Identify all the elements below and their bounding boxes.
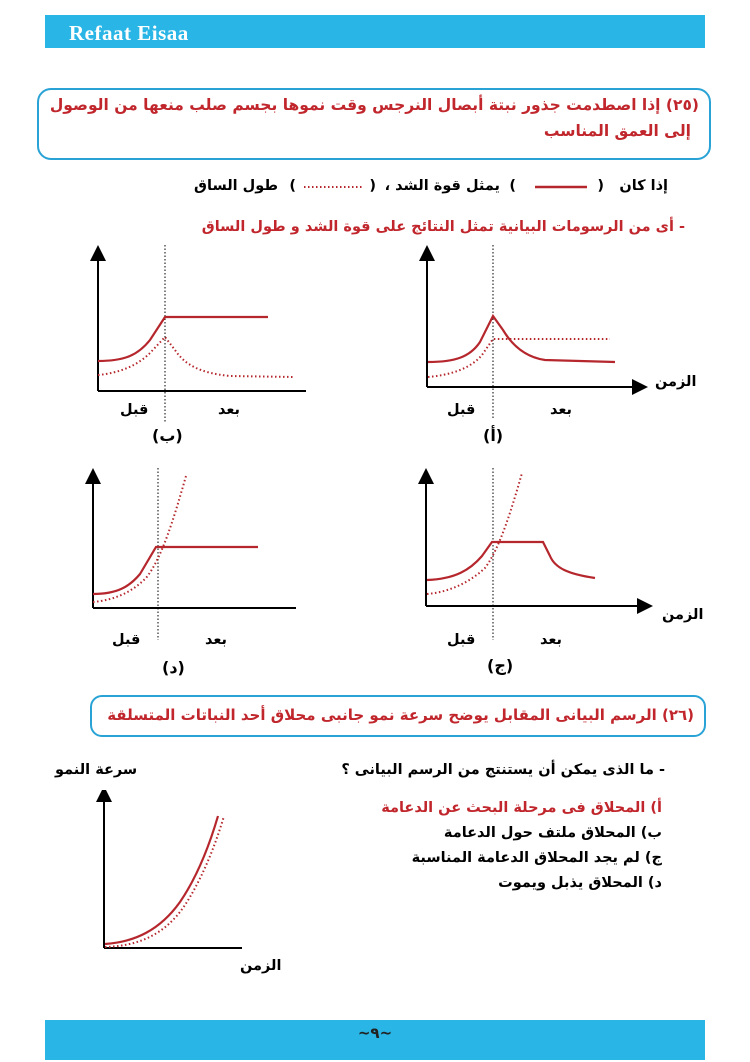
- graph-a-after: بعد: [550, 402, 573, 418]
- page-number: ~٩~: [357, 1024, 393, 1042]
- legend-prefix: إذا كان: [619, 178, 668, 194]
- graph-a-label: (أ): [483, 426, 504, 445]
- footer-bar: [45, 1020, 705, 1060]
- graph-d-after: بعد: [205, 632, 228, 648]
- question-26-title: (٢٦) الرسم البيانى المقابل يوضح سرعة نمو جانبى محلاق أحد النباتات المتسلقة: [107, 706, 694, 724]
- q26-y-axis-label: سرعة النمو: [55, 762, 138, 778]
- question-25-line1: (٢٥) إذا اصطدمت جذور نبتة أبصال النرجس وقت نموها بجسم صلب منعها من الوصول: [49, 96, 699, 114]
- graph-b: [70, 245, 310, 460]
- graph-c-after: بعد: [540, 632, 563, 648]
- q26-dotted-curve: [105, 816, 224, 947]
- graph-c-label: (ج): [487, 656, 514, 675]
- legend-open-paren-2: (: [369, 178, 376, 194]
- graph-d-dotted-curve: [93, 476, 186, 602]
- q26-graph: [90, 790, 250, 960]
- legend-close-paren-2: ): [289, 178, 296, 194]
- graph-a-axis-label: الزمن: [655, 374, 697, 390]
- question-25-line2: إلى العمق المناسب: [543, 122, 691, 140]
- option-d[interactable]: د) المحلاق يذبل ويموت: [498, 875, 662, 891]
- graph-d-label: (د): [162, 658, 185, 677]
- legend-solid-line: [531, 180, 591, 194]
- legend-open-paren: (: [597, 178, 604, 194]
- graph-b-after: بعد: [218, 402, 241, 418]
- legend-close-paren: ): [509, 178, 516, 194]
- graph-c-solid-curve: [427, 542, 595, 580]
- option-b[interactable]: ب) المحلاق ملتف حول الدعامة: [443, 825, 662, 841]
- graph-c-axis-label: الزمن: [662, 607, 704, 623]
- question-26-box: [90, 695, 706, 737]
- legend-solid-text: يمثل قوة الشد ،: [384, 178, 500, 194]
- brand-title: Refaat Eisaa: [69, 21, 189, 45]
- graph-a: [400, 245, 720, 460]
- question-26-prompt: - ما الذى يمكن أن يستنتج من الرسم البيانى ؟: [341, 762, 665, 778]
- option-a[interactable]: أ) المحلاق فى مرحلة البحث عن الدعامة: [381, 800, 662, 816]
- option-c[interactable]: ج) لم يجد المحلاق الدعامة المناسبة: [411, 850, 662, 866]
- graph-b-before: قبل: [120, 402, 149, 418]
- graph-c-before: قبل: [447, 632, 476, 648]
- graph-a-before: قبل: [447, 402, 476, 418]
- q26-solid-curve: [105, 816, 218, 944]
- graph-b-solid-curve: [98, 317, 268, 361]
- graph-c-dotted-curve: [427, 473, 522, 594]
- header-bar: [45, 15, 705, 48]
- graph-a-dotted-curve: [428, 339, 610, 377]
- question-25-prompt: - أى من الرسومات البيانية تمثل النتائج على قوة الشد و طول الساق: [201, 219, 685, 235]
- graph-d-solid-curve: [93, 547, 258, 594]
- graph-d: [70, 468, 310, 668]
- graph-d-before: قبل: [112, 632, 141, 648]
- legend-dotted-line: [300, 180, 368, 194]
- graph-b-label: (ب): [152, 426, 183, 445]
- question-25-box: [37, 88, 711, 160]
- q26-x-axis-label: الزمن: [240, 958, 282, 974]
- legend-dotted-text: طول الساق: [194, 178, 278, 194]
